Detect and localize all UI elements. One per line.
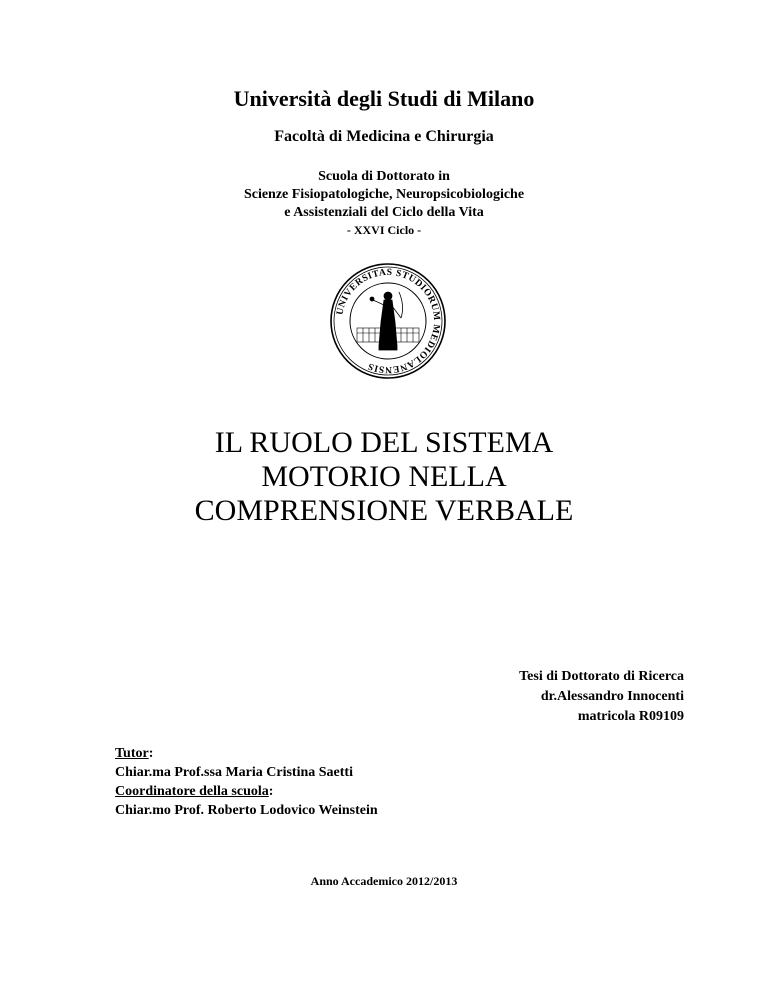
school-line-3: e Assistenziali del Ciclo della Vita xyxy=(284,205,484,220)
school-line-1: Scuola di Dottorato in xyxy=(318,169,450,184)
doctoral-school xyxy=(0,168,768,222)
thesis-type: Tesi di Dottorato di Ricerca xyxy=(519,669,684,684)
svg-text:UNIVERSITAS STUDIORUM MEDIOLAN: UNIVERSITAS STUDIORUM MEDIOLANENSIS xyxy=(335,267,442,375)
thesis-title xyxy=(0,426,768,528)
supervision-block: Tutor: Chiar.ma Prof.ssa Maria Cristina Saetti Coordinatore della scuola: Chiar.mo Prof. Roberto Lodovico Weinstein xyxy=(115,746,378,818)
academic-year: Anno Accademico 2012/2013 xyxy=(310,874,458,888)
faculty-name: Facoltà di Medicina e Chirurgia xyxy=(274,128,494,145)
title-line-2: MOTORIO NELLA xyxy=(261,460,507,493)
author-block xyxy=(519,667,684,727)
tutor-label: Tutor xyxy=(115,746,149,761)
cycle-label: - XXVI Ciclo - xyxy=(346,223,422,237)
student-id: matricola R09109 xyxy=(577,709,684,724)
coordinator-name: Chiar.mo Prof. Roberto Lodovico Weinstein xyxy=(115,803,378,818)
school-line-2: Scienze Fisiopatologiche, Neuropsicobiologiche xyxy=(243,187,525,202)
university-seal-icon xyxy=(329,262,447,380)
title-line-3: COMPRENSIONE VERBALE xyxy=(194,494,574,527)
university-name: Università degli Studi di Milano xyxy=(233,86,535,111)
coordinator-label: Coordinatore della scuola xyxy=(115,784,269,799)
title-line-1: IL RUOLO DEL SISTEMA xyxy=(214,426,554,459)
author-name: dr.Alessandro Innocenti xyxy=(540,689,684,704)
tutor-name: Chiar.ma Prof.ssa Maria Cristina Saetti xyxy=(115,765,353,780)
